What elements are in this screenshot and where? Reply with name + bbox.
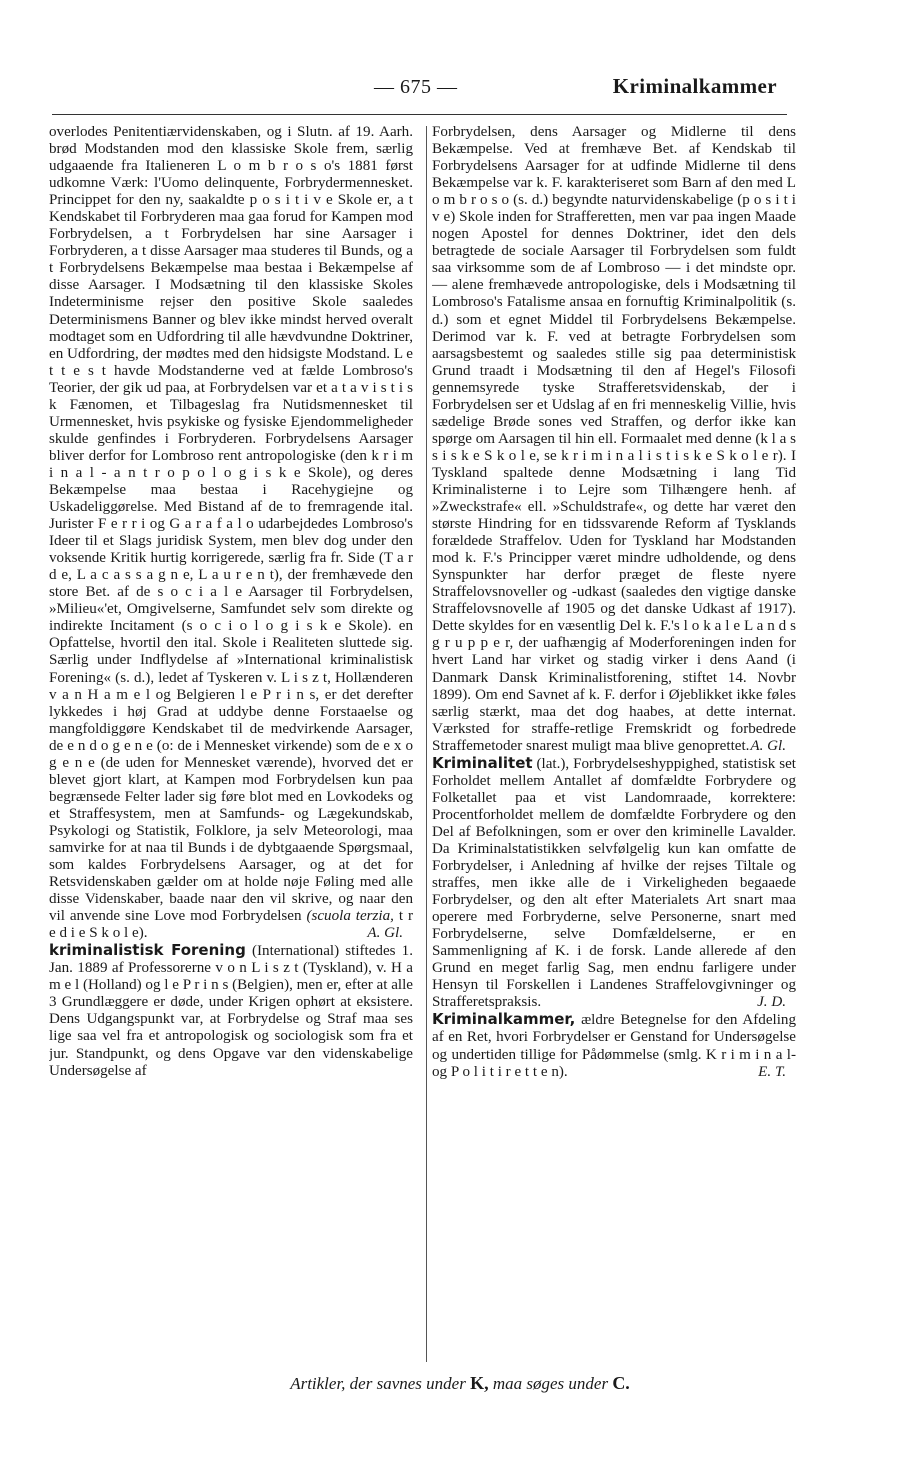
column-rule (426, 126, 427, 1362)
author-signature: A. Gl. (750, 737, 786, 754)
entry-kriminalitet (432, 755, 796, 1012)
author-signature: J. D. (757, 994, 786, 1011)
footer-letter-k: K, (470, 1373, 489, 1393)
entry-kriminalistiske-skoler-continuation (49, 124, 413, 942)
entry-kriminalkammer (432, 1011, 796, 1080)
footer-note (0, 1373, 920, 1394)
entry-body: overlodes Penitentiærvidenskaben, og i Slutn. af 19. Aarh. brød Modstanden mod den klassiske Skole frem, særlig udgaaende fra Italieneren L o m b r o s o's 1881 først udkomne Værk: l'Uomo delinquente, Forbrydermennesket. Princippet for den ny, saakaldte p o s i t i v e Skole er, a t Kendskabet til Forbryderen maa gaa forud for Kampen mod Forbrydelsen, a t Forbrydelsen har sine Aarsager i Forbryderen, a t disse Aarsager maa studeres til Bunds, og a t Forbrydelsens Bekæmpelse maa bestaa i Bekæmpelse af disse Aarsager. I Modsætning til den klassiske Skoles Indeterminisme rejser den positive Skole saaledes Determinismens Banner og blev ikke mindst herved overalt modtaget som en Udfordring til alle hævdvundne Doktriner, en Udfordring, der mødtes med den hidsigste Modstand. L e t t e s t havde Modstanderne ved at fælde Lombroso's Teorier, der gik ud paa, at Forbrydelsen var et a t a v i s t i s k Fænomen, et Tilbageslag fra Nutidsmennesket til Urmennesket, hvis psykiske og fysiske Ejendommeligheder skulde genfindes i Forbryderen. Forbrydelsens Aarsager bliver derfor for Lombroso rent antropologiske (den k r i m i n a l - a n t r o p o l o g i s k e Skole), og deres Bekæmpelse maa bestaa i Racehygiejne og Uskadeliggørelse. Med Bistand af de to fremragende ital. Jurister F e r r i og G a r a f a l o udarbejdedes Lombroso's Ideer til et Slags juridisk System, men blev dog under den voksende Kritik hurtig korrigerede, særlig fra fr. Side (T a r d e, L a c a s s a g n e, L a u r e n t), der fremhævede den store Bet. af de s o c i a l e Aarsager til Forbrydelsen, »Milieu«'et, Omgivelserne, Samfundet selv som direkte og indirekte Incitament (s o c i o l o g i s k e Skole). en Opfattelse, hvortil den ital. Skole i Realiteten sluttede sig. Særlig under Indflydelse af »International kriminalistisk Forening« (s. d.), ledet af Tyskeren v. L i s z t, Hollænderen v a n H a m e l og Belgieren l e P r i n s, er det derefter lykkedes i høj Grad at uddybe denne Forstaaelse og mangfoldiggøre Kendskabet til de medvirkende Aarsager, de e n d o g e n e (o: de i Mennesket virkende) som de e x o g e n e (de uden for Mennesket værende), hvorved det er blevet gjort klart, at Kampen mod Forbrydelsen kun paa begrænsede Felter lader sig føre blot med en Lovkodeks og et Straffesystem, men at Samfunds- og Lægekundskab, Psykologi og Statistik, Folklore, ja selv Meteorologi, maa samvirke for at naa til Bunds i de dybtgaaende Spørgsmaal, som kaldes Forbrydelsens Aarsager, og at det for Retsvidenskaben gælder om at holde nøje Føling med alle disse Videnskaber, baade naar den vil skrive, og naar den vil anvende sine Love mod Forbrydelsen (49, 124, 413, 925)
author-signature: A. Gl. (367, 925, 403, 942)
entry-body: (lat.), Forbrydelseshyppighed, statistisk set Forholdet mellem Antallet af domfældte Forbrydere og Folketallet paa et vist Landomraade, korrektere: Procentforholdet mellem de domfældte Forbrydere og den Del af Befolkningen, som er over den kriminelle Lavalder. Da Kriminalstatistikken selvfølgelig kun kan omfatte de Forbrydelser, i Anledning af hvilke der rejses Tiltale og straffes, men ikke alle de i Virkeligheden begaaede Forbrydelser, og den alt efter Materialets Art snart maa operere med Forbryderne, selve Personerne, snart med Forbrydelserne, selve Domfældelserne, er en Sammenligning af K. i de forsk. Lande allerede af den Grund en meget farlig Sag, men endnu farligere under Hensyn til Forskellen i Landenes Straffelovgivninger og Strafferetspraksis. (432, 755, 796, 1011)
author-signature: E. T. (758, 1063, 786, 1080)
entry-kriminalistisk-forening-continuation (432, 124, 796, 755)
right-column (432, 124, 796, 1364)
footer-note-text: Artikler, der savnes under (290, 1374, 466, 1393)
entry-body-tail: t r e d i e S k o l e). (49, 908, 413, 942)
entry-title: Kriminalitet (432, 753, 533, 772)
entry-italic-phrase: (scuola terzia, (306, 908, 394, 925)
page-header (52, 74, 787, 104)
entry-title: kriminalistisk Forening (49, 941, 246, 960)
footer-letter-c: C. (612, 1373, 630, 1393)
left-column (49, 124, 413, 1364)
running-head: Kriminalkammer (612, 74, 777, 98)
entry-body: (International) stiftedes 1. Jan. 1889 af Professorerne v o n L i s z t (Tyskland), v. H a m e l (Holland) og l e P r i n s (Belgien), men er, efter at alle 3 Grundlæggere er døde, under Krigen ophørt at eksistere. Dens Udgangspunkt var, at Forbrydelse og Straf maa ses lige saa vel fra et antropologisk og sociologisk som fra et jur. Standpunkt, og dens Opgave var den videnskabelige Undersøgelse af (49, 943, 413, 1079)
page-number: — 675 — (374, 76, 458, 98)
footer-note-mid: maa søges under (492, 1374, 609, 1393)
entry-body: Forbrydelsen, dens Aarsager og Midlerne til dens Bekæmpelse. Ved at fremhæve Bet. af Kendskab til Forbrydelsens Aarsager for at udfinde Midlerne til dens Bekæmpelse var k. F. karakteriseret som Barn af den med L o m b r o s o (s. d.) begyndte naturvidenskabelige (p o s i t i v e) Skole inden for Strafferetten, men var paa ingen Maade nogen Apostel for dennes Doktriner, idet den dels betragtede de sociale Aarsager til Forbrydelsen som fuldt saa virksomme som de af Lombroso — i det mindste opr. — alene fremhævede antropologiske, dels i Modsætning til Lombroso's Fatalisme ansaa en fornuftig Kriminalpolitik (s. d.) som et egnet Middel til Forbrydelsens Bekæmpelse. Derimod var k. F. ved at betragte Forbrydelsen som aarsagsbestemt og saaledes stille sig paa deterministisk Grund traadt i Modsætning til den af Hegel's Filosofi gennemsyrede tyske Strafferetsvidenskab, der i Forbrydelsen ser et Udslag af en fri menneskelig Villie, hvis sædelige Brøde sones ved Straffen, og derfor ikke kan spørge om Aarsagen til hin ell. Formaalet med denne (k l a s s i s k e S k o l e, se k r i m i n a l i s t i s k e S k o l e r). I Tyskland spaltede denne Modsætning i lang Tid Kriminalisterne i to Lejre som Tilhængere henh. af »Zweckstrafe« ell. »Schuldstrafe«, og dette har været den største Hindring for en tidssvarende Reform af Tysklands forældede Straffelov. Uden for Tyskland har Modstanden mod k. F.'s Principper været mindre udholdende, og dens Synspunkter har derfor præget de fleste nyere Straffelovsnoveller og -udkast (saaledes den vigtige danske Straffelovsnovelle af 1905 og det danske Udkast af 1917). Dette skyldes for en væsentlig Del k. F.'s l o k a l e L a n d s g r u p p e r, der uafhængig af Moderforeningen inden for hvert Land har virket og stadig virker i dens Aand (i Danmark Dansk Kriminalistforening, stiftet 14. Novbr 1899). Om end Savnet af k. F. derfor i Øjeblikket ikke føles særlig stærkt, maa det dog haabes, at dette internat. Værksted for straffe-retlige Fremskridt og forbedrede Straffemetoder snarest muligt maa blive genoprettet. (432, 124, 796, 754)
header-rule (52, 114, 787, 115)
entry-title: Kriminalkammer, (432, 1010, 576, 1029)
entry-body: ældre Betegnelse for den Afdeling af en Ret, hvori Forbrydelser er Genstand for Undersøgelse og undertiden tillige for Pådømmelse (smlg. K r i m i n a l- og P o l i t i r e t t e n). (432, 1012, 796, 1080)
entry-kriminalistisk-forening (49, 942, 413, 1079)
